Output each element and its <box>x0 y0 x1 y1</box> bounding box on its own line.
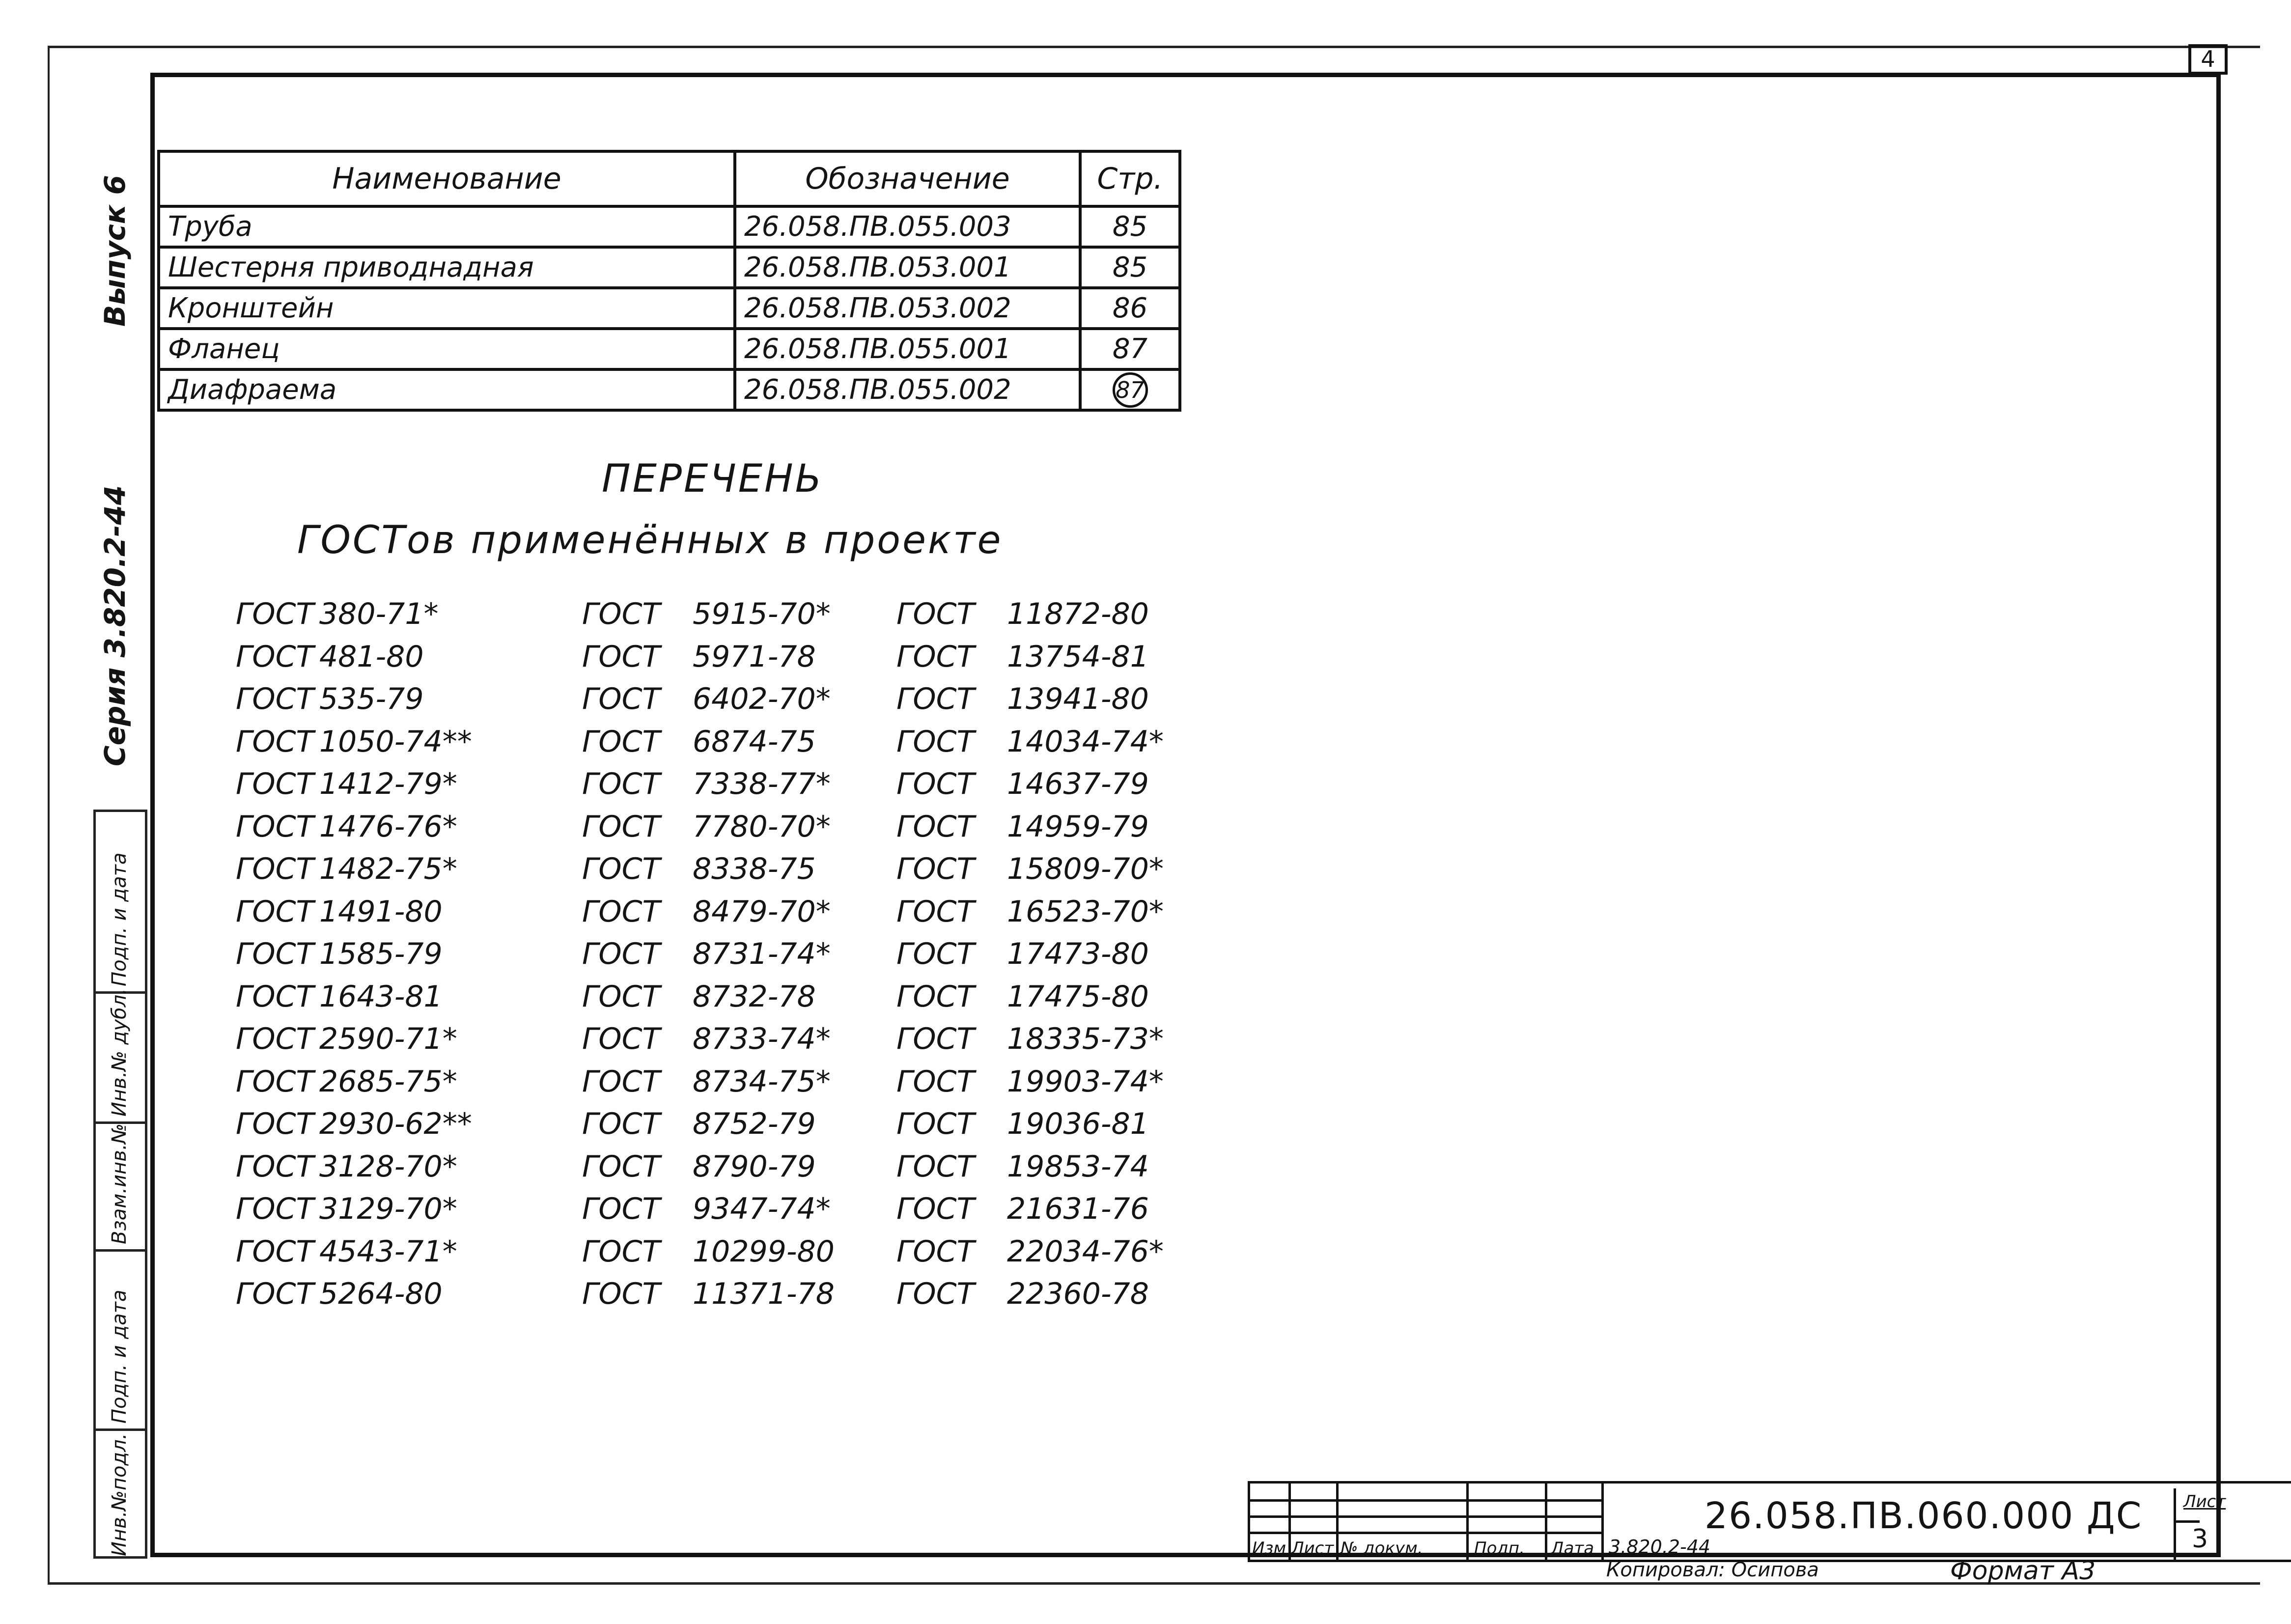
document-code: 26.058.ПВ.060.000 ДС <box>1704 1495 2143 1537</box>
table-row <box>159 288 1180 329</box>
seriya-label: Серия 3.820.2-44 <box>98 485 132 766</box>
gost-number: 8734-75* <box>693 1064 831 1099</box>
gost-number: 15809-70* <box>1007 852 1164 886</box>
gost-prefix: ГОСТ <box>896 937 975 971</box>
gost-prefix: ГОСТ <box>896 1064 975 1099</box>
gost-prefix: ГОСТ <box>582 1022 661 1056</box>
gost-prefix: ГОСТ <box>896 597 975 631</box>
gost-number: 6402-70* <box>693 682 831 716</box>
circled-page-number: 87 <box>1113 372 1148 408</box>
spec-header-row <box>159 151 1180 206</box>
gost-prefix: ГОСТ <box>236 682 314 716</box>
side-field-podp-data-2: Подп. и дата <box>108 852 131 986</box>
row-name: Шестерня приводнадная <box>159 247 735 288</box>
gost-prefix: ГОСТ <box>896 1149 975 1184</box>
side-field-inv-podl: Инв.№подл. <box>108 1433 131 1556</box>
gost-number: 8338-75 <box>693 852 816 886</box>
row-designation: 26.058.ПВ.053.001 <box>735 247 1080 288</box>
gost-number: 3129-70* <box>319 1192 457 1226</box>
gost-number: 13754-81 <box>1007 639 1149 674</box>
gost-number: 5915-70* <box>693 597 831 631</box>
row-name: Кронштейн <box>159 288 735 329</box>
copied-by: Копировал: Осипова <box>1606 1559 1819 1581</box>
gost-prefix: ГОСТ <box>896 639 975 674</box>
series-code: 3.820.2-44 <box>1609 1536 1711 1558</box>
gost-prefix: ГОСТ <box>236 979 314 1014</box>
row-designation: 26.058.ПВ.055.003 <box>735 206 1080 247</box>
gost-prefix: ГОСТ <box>582 894 661 929</box>
row-page: 87 <box>1080 329 1180 369</box>
gost-prefix: ГОСТ <box>582 979 661 1014</box>
gost-number: 9347-74* <box>693 1192 831 1226</box>
table-row <box>159 369 1180 410</box>
stamp-label-data: Дата <box>1551 1539 1594 1558</box>
gost-number: 14959-79 <box>1007 809 1149 844</box>
gost-prefix: ГОСТ <box>236 639 314 674</box>
gost-number: 1585-79 <box>319 937 443 971</box>
gost-prefix: ГОСТ <box>236 1149 314 1184</box>
gost-prefix: ГОСТ <box>582 682 661 716</box>
side-field-podp-data-1: Подп. и дата <box>108 1289 131 1424</box>
gost-number: 17475-80 <box>1007 979 1149 1014</box>
gost-number: 8732-78 <box>693 979 816 1014</box>
row-name: Диафраема <box>159 369 735 410</box>
gost-prefix: ГОСТ <box>582 1192 661 1226</box>
gost-number: 380-71* <box>319 597 439 631</box>
gost-number: 2685-75* <box>319 1064 457 1099</box>
gost-number: 7338-77* <box>693 767 831 801</box>
gost-prefix: ГОСТ <box>896 809 975 844</box>
gost-number: 1050-74** <box>319 724 472 759</box>
gost-number: 22034-76* <box>1007 1234 1164 1269</box>
gost-prefix: ГОСТ <box>236 809 314 844</box>
side-field-inv-dubl: Инв.№ дубл. <box>108 988 131 1117</box>
list-title: ПЕРЕЧЕНЬ <box>602 457 824 501</box>
row-page: 85 <box>1080 247 1180 288</box>
spec-table <box>157 150 1181 412</box>
table-row <box>159 329 1180 369</box>
gost-number: 8733-74* <box>693 1022 831 1056</box>
gost-prefix: ГОСТ <box>896 852 975 886</box>
table-row <box>159 247 1180 288</box>
gost-number: 8752-79 <box>693 1107 816 1141</box>
format-label: Формат А3 <box>1950 1556 2096 1586</box>
gost-prefix: ГОСТ <box>896 1192 975 1226</box>
gost-prefix: ГОСТ <box>896 1277 975 1311</box>
side-signature-column <box>93 810 147 1559</box>
row-designation: 26.058.ПВ.055.002 <box>735 369 1080 410</box>
gost-prefix: ГОСТ <box>582 597 661 631</box>
gost-number: 1482-75* <box>319 852 457 886</box>
gost-number: 16523-70* <box>1007 894 1164 929</box>
gost-number: 5971-78 <box>693 639 816 674</box>
row-name: Фланец <box>159 329 735 369</box>
gost-prefix: ГОСТ <box>236 724 314 759</box>
gost-number: 10299-80 <box>693 1234 835 1269</box>
stamp-label-podp: Подп. <box>1474 1539 1525 1558</box>
gost-number: 1491-80 <box>319 894 443 929</box>
gost-number: 3128-70* <box>319 1149 457 1184</box>
gost-prefix: ГОСТ <box>236 852 314 886</box>
gost-prefix: ГОСТ <box>582 639 661 674</box>
gost-number: 18335-73* <box>1007 1022 1164 1056</box>
gost-prefix: ГОСТ <box>896 1022 975 1056</box>
gost-prefix: ГОСТ <box>236 1192 314 1226</box>
gost-prefix: ГОСТ <box>582 852 661 886</box>
row-page <box>1080 369 1180 410</box>
gost-number: 2930-62** <box>319 1107 472 1141</box>
gost-number: 5264-80 <box>319 1277 443 1311</box>
gost-prefix: ГОСТ <box>582 1234 661 1269</box>
header-page: Стр. <box>1080 151 1180 206</box>
row-page: 85 <box>1080 206 1180 247</box>
gost-prefix: ГОСТ <box>582 1107 661 1141</box>
gost-number: 481-80 <box>319 639 424 674</box>
gost-prefix: ГОСТ <box>236 767 314 801</box>
gost-prefix: ГОСТ <box>896 682 975 716</box>
gost-number: 1412-79* <box>319 767 457 801</box>
gost-number: 1643-81 <box>319 979 443 1014</box>
gost-prefix: ГОСТ <box>896 724 975 759</box>
gost-prefix: ГОСТ <box>582 724 661 759</box>
gost-number: 19903-74* <box>1007 1064 1164 1099</box>
header-name: Наименование <box>159 151 735 206</box>
gost-number: 17473-80 <box>1007 937 1149 971</box>
gost-number: 535-79 <box>319 682 424 716</box>
revision-grid <box>1248 1481 1604 1562</box>
gost-prefix: ГОСТ <box>236 1234 314 1269</box>
gost-prefix: ГОСТ <box>236 1064 314 1099</box>
gost-number: 11872-80 <box>1007 597 1149 631</box>
sheet-label: Лист <box>2183 1492 2226 1512</box>
gost-number: 21631-76 <box>1007 1192 1149 1226</box>
gost-prefix: ГОСТ <box>236 1107 314 1141</box>
gost-number: 14637-79 <box>1007 767 1149 801</box>
gost-prefix: ГОСТ <box>896 894 975 929</box>
gost-number: 11371-78 <box>693 1277 835 1311</box>
gost-number: 19036-81 <box>1007 1107 1149 1141</box>
gost-number: 1476-76* <box>319 809 457 844</box>
row-name: Труба <box>159 206 735 247</box>
stamp-label-izm: Изм <box>1252 1539 1286 1558</box>
title-block <box>1248 1481 2229 1562</box>
gost-prefix: ГОСТ <box>582 809 661 844</box>
gost-number: 13941-80 <box>1007 682 1149 716</box>
gost-prefix: ГОСТ <box>582 767 661 801</box>
corner-sheet-number: 4 <box>2188 44 2228 75</box>
gost-prefix: ГОСТ <box>896 1107 975 1141</box>
stamp-label-doc: № докум. <box>1341 1539 1423 1558</box>
gost-number: 14034-74* <box>1007 724 1164 759</box>
gost-number: 8731-74* <box>693 937 831 971</box>
gost-number: 6874-75 <box>693 724 816 759</box>
header-designation: Обозначение <box>735 151 1080 206</box>
gost-prefix: ГОСТ <box>236 597 314 631</box>
gost-prefix: ГОСТ <box>582 1277 661 1311</box>
gost-prefix: ГОСТ <box>236 1022 314 1056</box>
gost-prefix: ГОСТ <box>236 937 314 971</box>
row-designation: 26.058.ПВ.055.001 <box>735 329 1080 369</box>
gost-prefix: ГОСТ <box>236 894 314 929</box>
table-row <box>159 206 1180 247</box>
row-page: 86 <box>1080 288 1180 329</box>
gost-prefix: ГОСТ <box>896 979 975 1014</box>
gost-prefix: ГОСТ <box>582 937 661 971</box>
sheet-number: 3 <box>2192 1524 2208 1554</box>
gost-number: 7780-70* <box>693 809 831 844</box>
gost-number: 22360-78 <box>1007 1277 1149 1311</box>
gost-number: 4543-71* <box>319 1234 457 1269</box>
row-designation: 26.058.ПВ.053.002 <box>735 288 1080 329</box>
list-subtitle: ГОСТов применённых в проекте <box>297 518 1003 562</box>
gost-number: 19853-74 <box>1007 1149 1149 1184</box>
gost-prefix: ГОСТ <box>582 1149 661 1184</box>
side-field-vzam-inv: Взам.инв.№ <box>108 1123 131 1244</box>
gost-number: 2590-71* <box>319 1022 457 1056</box>
gost-number: 8790-79 <box>693 1149 816 1184</box>
stamp-label-list: Лист <box>1291 1539 1334 1558</box>
gost-prefix: ГОСТ <box>582 1064 661 1099</box>
gost-prefix: ГОСТ <box>896 767 975 801</box>
gost-number: 8479-70* <box>693 894 831 929</box>
vypusk-label: Выпуск 6 <box>98 175 132 327</box>
gost-prefix: ГОСТ <box>896 1234 975 1269</box>
gost-prefix: ГОСТ <box>236 1277 314 1311</box>
